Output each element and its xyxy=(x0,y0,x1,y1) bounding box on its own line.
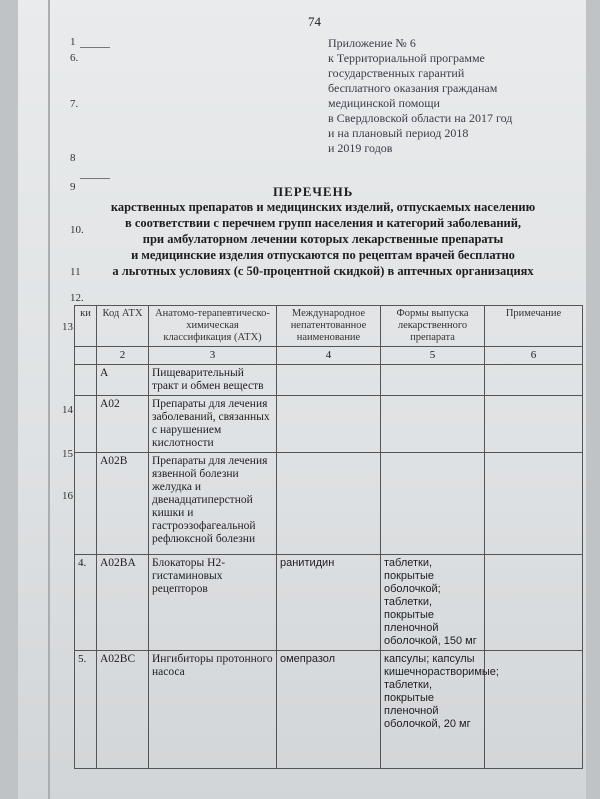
page-number: 74 xyxy=(308,14,321,29)
side-number: 14 xyxy=(62,404,73,416)
column-number: 4 xyxy=(277,347,381,365)
atc-code: A02B xyxy=(97,453,149,555)
document-subtitle xyxy=(58,199,586,279)
atc-class: Препараты для лечения язвенной болезни желудка и двенадцатиперстной кишки и гастроэзофагеальной рефлюксной болезни xyxy=(149,453,277,555)
subtitle-line: при амбулаторном лечении которых лекарственные препараты xyxy=(142,232,504,246)
appendix-line: бесплатного оказания гражданам xyxy=(328,81,498,95)
side-number: 13. xyxy=(62,321,76,333)
inn xyxy=(277,396,381,453)
side-number: 8 xyxy=(70,152,76,164)
table-row xyxy=(75,651,583,769)
subtitle-line: а льготных условиях (с 50-процентной скидкой) в аптечных организациях xyxy=(112,264,534,278)
header-cell: Формы выпуска лекарственного препарата xyxy=(381,306,485,347)
row-number xyxy=(75,396,97,453)
appendix-note xyxy=(328,36,578,156)
inn xyxy=(277,365,381,396)
page-fold xyxy=(48,0,50,799)
side-number: 10. xyxy=(70,224,84,236)
atc-code: A02 xyxy=(97,396,149,453)
header-cell: ки xyxy=(75,306,97,347)
row-number xyxy=(75,365,97,396)
header-cell: Код АТХ xyxy=(97,306,149,347)
column-number: 3 xyxy=(149,347,277,365)
side-number: 7. xyxy=(70,98,79,110)
document-title: ПЕРЕЧЕНЬ xyxy=(273,184,354,199)
inn: ранитидин xyxy=(277,555,381,651)
row-number xyxy=(75,453,97,555)
release-form: капсулы; капсулы кишечнорастворимые; таблетки, покрытые пленочной оболочкой, 20 мг xyxy=(381,651,485,769)
appendix-line: и 2019 годов xyxy=(328,141,393,155)
side-number: 6. xyxy=(70,52,79,64)
header-cell: Международное непатентованное наименование xyxy=(277,306,381,347)
column-number-row xyxy=(75,347,583,365)
atc-class: Ингибиторы протонного насоса xyxy=(149,651,277,769)
atc-code: A02BA xyxy=(97,555,149,651)
note xyxy=(485,365,583,396)
header-cell: Примечание xyxy=(485,306,583,347)
atc-class: Пищеварительный тракт и обмен веществ xyxy=(149,365,277,396)
table-row xyxy=(75,396,583,453)
atc-class: Препараты для лечения заболеваний, связанных с нарушением кислотности xyxy=(149,396,277,453)
drug-list-table xyxy=(74,305,583,769)
appendix-line: в Свердловской области на 2017 год xyxy=(328,111,513,125)
inn xyxy=(277,453,381,555)
appendix-line: Приложение № 6 xyxy=(328,36,416,50)
release-form xyxy=(381,453,485,555)
header-cell: Анатомо-терапевтическо-химическая классификация (АТХ) xyxy=(149,306,277,347)
column-number xyxy=(75,347,97,365)
row-number: 5. xyxy=(75,651,97,769)
column-number: 5 xyxy=(381,347,485,365)
appendix-line: к Территориальной программе xyxy=(328,51,485,65)
side-number: 9 xyxy=(70,181,76,193)
side-number: 15 xyxy=(62,448,73,460)
column-number: 2 xyxy=(97,347,149,365)
side-number: 12. xyxy=(70,292,84,304)
side-rule xyxy=(80,47,110,48)
side-rule xyxy=(80,178,110,179)
side-number: 1 xyxy=(70,36,76,48)
table-header-row xyxy=(75,306,583,347)
note xyxy=(485,453,583,555)
inn: омепразол xyxy=(277,651,381,769)
document-page xyxy=(18,0,586,799)
subtitle-line: карственных препаратов и медицинских изделий, отпускаемых населению xyxy=(110,200,536,214)
appendix-line: медицинской помощи xyxy=(328,96,440,110)
atc-code: A xyxy=(97,365,149,396)
release-form xyxy=(381,396,485,453)
table-row xyxy=(75,555,583,651)
atc-code: A02BC xyxy=(97,651,149,769)
note xyxy=(485,396,583,453)
appendix-line: государственных гарантий xyxy=(328,66,465,80)
table-row xyxy=(75,453,583,555)
side-number: 11 xyxy=(70,266,81,278)
subtitle-line: в соответствии с перечнем групп населения и категорий заболеваний, xyxy=(124,216,522,230)
release-form xyxy=(381,365,485,396)
subtitle-line: и медицинские изделия отпускаются по рецептам врачей бесплатно xyxy=(131,248,515,262)
side-number: 16 xyxy=(62,490,73,502)
appendix-line: и на плановый период 2018 xyxy=(328,126,469,140)
note xyxy=(485,651,583,769)
atc-class: Блокаторы H2-гистаминовых рецепторов xyxy=(149,555,277,651)
note xyxy=(485,555,583,651)
column-number: 6 xyxy=(485,347,583,365)
row-number: 4. xyxy=(75,555,97,651)
table-row xyxy=(75,365,583,396)
release-form: таблетки, покрытые оболочкой; таблетки, покрытые пленочной оболочкой, 150 мг xyxy=(381,555,485,651)
